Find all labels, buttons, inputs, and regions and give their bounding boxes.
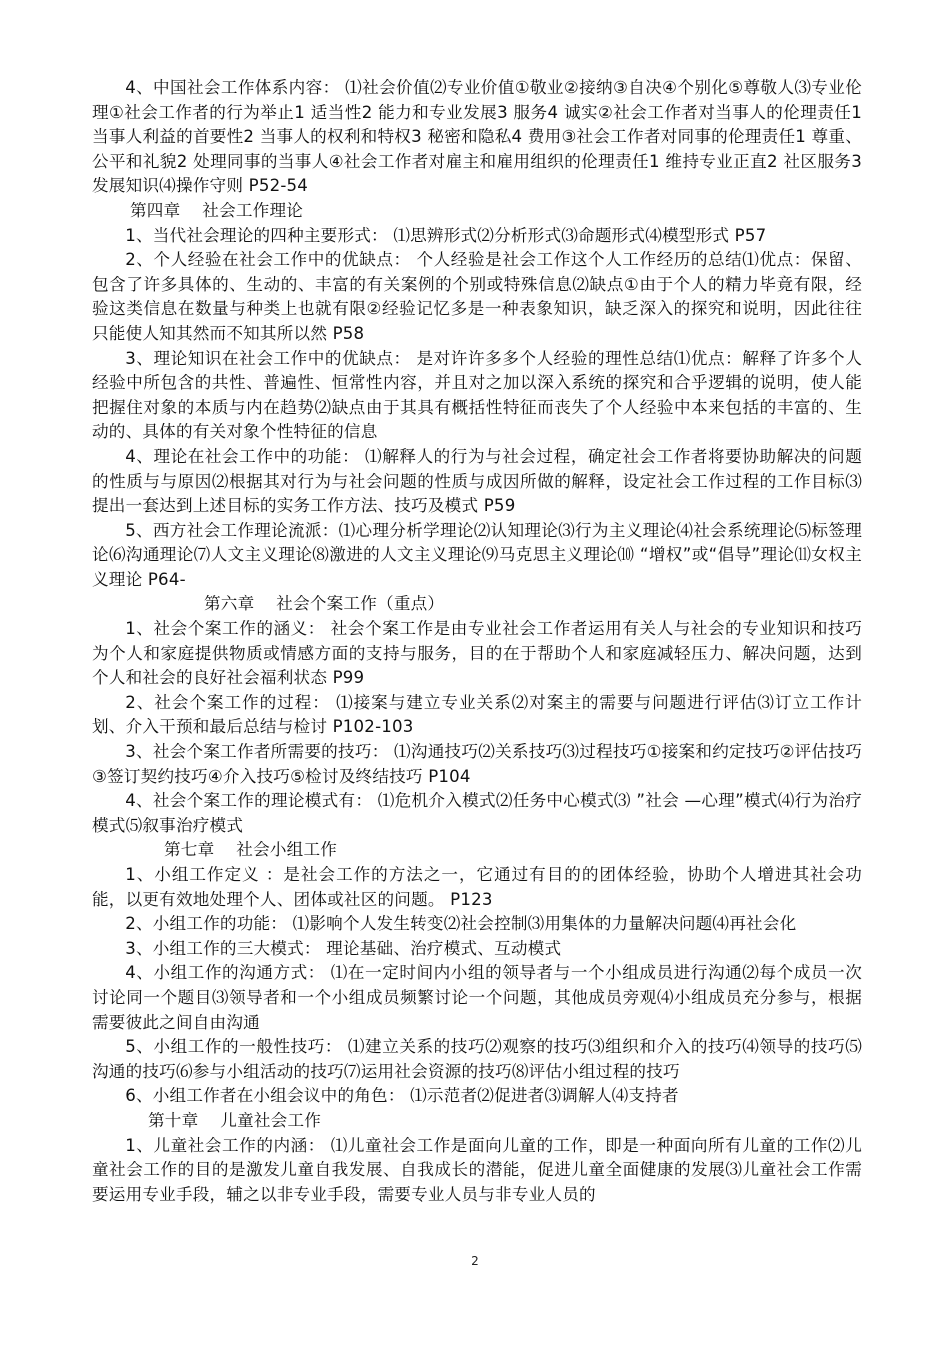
paragraph-theory-forms: 1、当代社会理论的四种主要形式： ⑴思辨形式⑵分析形式⑶命题形式⑷模型形式 P57 — [125, 225, 767, 245]
paragraph-personal-experience: 2、个人经验在社会工作中的优缺点： 个人经验是社会工作这个人工作经历的总结⑴优点：保留、包含了许多具体的、生动的、丰富的有关案例的个别或特殊信息⑵缺点①由于个人的精力毕竟有限，经验这类信息在数量与种类上也就有限②经验记忆多是一种表象知识，缺乏深入的探究和说明，因此往往只能使人知其然而不知其所以然 P58 — [92, 250, 862, 343]
paragraph-western-schools: 5、西方社会工作理论流派：⑴心理分析学理论⑵认知理论⑶行为主义理论⑷社会系统理论⑸标签理论⑹沟通理论⑺人文主义理论⑻激进的人文主义理论⑼马克思主义理论⑽ “增权”或“倡导”理论⑾女权主义理论 P64- — [92, 520, 862, 589]
paragraph-child-work: 1、儿童社会工作的内涵： ⑴儿童社会工作是面向儿童的工作，即是一种面向所有儿童的工作⑵儿童社会工作的目的是激发儿童自我发展、自我成长的潜能，促进儿童全面健康的发展⑶儿童社会工作需要运用专业手段，辅之以非专业手段，需要专业人员与非专业人员的 — [92, 1135, 862, 1204]
paragraph-theory-knowledge: 3、理论知识在社会工作中的优缺点： 是对许许多多个人经验的理性总结⑴优点：解释了许多个人经验中所包含的共性、普遍性、恒常性内容，并且对之加以深入系统的探究和合乎逻辑的说明，使人能把握住对象的本质与内在趋势⑵缺点由于其具有概括性特征而丧失了个人经验中本来包括的丰富的、生动的、具体的有关对象个性特征的信息 — [92, 348, 862, 442]
paragraph-casework-skills: 3、社会个案工作者所需要的技巧： ⑴沟通技巧⑵关系技巧⑶过程技巧①接案和约定技巧②评估技巧③签订契约技巧④介入技巧⑤检讨及终结技巧 P104 — [92, 742, 862, 786]
paragraph-casework-process: 2、社会个案工作的过程： ⑴接案与建立专业关系⑵对案主的需要与问题进行评估⑶订立工作计划、介入干预和最后总结与检讨 P102-103 — [92, 692, 862, 737]
paragraph-casework-models: 4、社会个案工作的理论模式有： ⑴危机介入模式⑵任务中心模式⑶ ”社会 —心理”模式⑷行为治疗模式⑸叙事治疗模式 — [92, 791, 862, 835]
paragraph-groupwork-skills: 5、小组工作的一般性技巧： ⑴建立关系的技巧⑵观察的技巧⑶组织和介入的技巧⑷领导的技巧⑸沟通的技巧⑹参与小组活动的技巧⑺运用社会资源的技巧⑻评估小组过程的技巧 — [92, 1037, 862, 1081]
chapter-heading-6: 第六章 社会个案工作（重点） — [204, 594, 445, 614]
chapter-heading-7: 第七章 社会小组工作 — [164, 840, 338, 860]
paragraph-groupwork-roles: 6、小组工作者在小组会议中的角色： ⑴示范者⑵促进者⑶调解人⑷支持者 — [125, 1086, 679, 1106]
chapter-heading-10: 第十章 儿童社会工作 — [148, 1110, 322, 1130]
paragraph-value-system: 4、中国社会工作体系内容： ⑴社会价值⑵专业价值①敬业②接纳③自决④个别化⑤尊敬人⑶专业伦理①社会工作者的行为举止1 适当性2 能力和专业发展3 服务4 诚实②社会工作者对当事人的伦理责任1 当事人利益的首要性2 当事人的权利和特权3 秘密和隐私4 费用③社会工作者对同事的伦理责任1 尊重、公平和礼貌2 处理同事的当事人④社会工作者对雇主和雇用组织的伦理责任1 维持专业正直2 社区服务3 发展知识⑷操作守则 P52-54 — [92, 78, 862, 196]
paragraph-groupwork-definition: 1、小组工作定义 ：是社会工作的方法之一，它通过有目的的团体经验，协助个人增进其社会功能，以更有效地处理个人、团体或社区的问题。 P123 — [92, 865, 862, 909]
paragraph-groupwork-models: 3、小组工作的三大模式： 理论基础、治疗模式、互动模式 — [125, 938, 562, 958]
paragraph-casework-definition: 1、社会个案工作的涵义： 社会个案工作是由专业社会工作者运用有关人与社会的专业知识和技巧为个人和家庭提供物质或情感方面的支持与服务，目的在于帮助个人和家庭减轻压力、解决问题，达到个人和社会的良好社会福利状态 P99 — [92, 619, 862, 688]
page-body — [92, 76, 862, 1207]
paragraph-groupwork-communication: 4、小组工作的沟通方式： ⑴在一定时间内小组的领导者与一个小组成员进行沟通⑵每个成员一次讨论同一个题目⑶领导者和一个小组成员频繁讨论一个问题，其他成员旁观⑷小组成员充分参与，根据需要彼此之间自由沟通 — [92, 963, 862, 1032]
page-number: 2 — [471, 1254, 479, 1268]
chapter-heading-4: 第四章 社会工作理论 — [130, 200, 304, 220]
paragraph-theory-functions: 4、理论在社会工作中的功能： ⑴解释人的行为与社会过程，确定社会工作者将要协助解决的问题的性质与与原因⑵根据其对行为与社会问题的性质与成因所做的解释，设定社会工作过程的工作目标⑶提出一套达到上述目标的实务工作方法、技巧及模式 P59 — [92, 446, 862, 516]
paragraph-groupwork-functions: 2、小组工作的功能： ⑴影响个人发生转变⑵社会控制⑶用集体的力量解决问题⑷再社会化 — [125, 914, 797, 934]
